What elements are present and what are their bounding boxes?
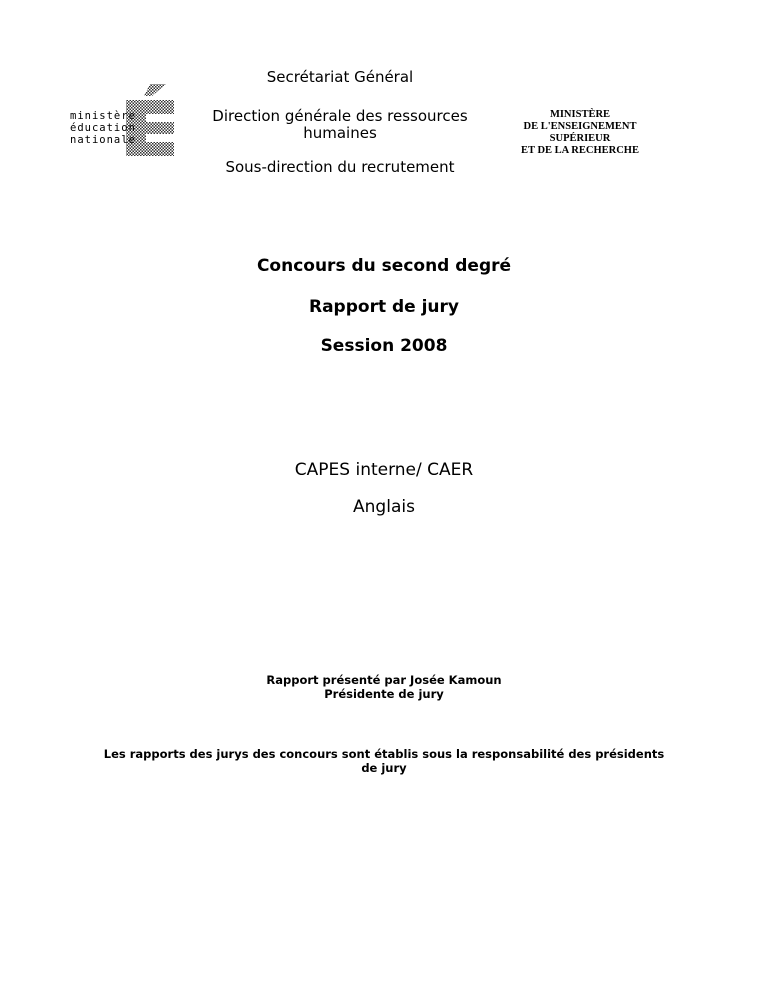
ministere-line: DE L'ENSEIGNEMENT SUPÉRIEUR [523, 121, 637, 144]
responsibility-note [60, 747, 708, 775]
note-line: Les rapports des jurys des concours sont établis sous la responsabilité des présidents [103, 747, 665, 761]
exam-subject: Anglais [353, 497, 415, 517]
report-title: Rapport de jury [308, 297, 460, 317]
session-title: Session 2008 [320, 336, 448, 356]
direction-line: Direction générale des ressources [212, 107, 468, 125]
note-line: de jury [361, 761, 407, 775]
ministere-line: ET DE LA RECHERCHE [521, 145, 639, 156]
logo-word: nationale [70, 134, 136, 146]
logo-wordmark [70, 110, 136, 146]
sous-direction-heading: Sous-direction du recrutement [225, 158, 455, 176]
ministere-heading [500, 109, 660, 157]
logo-word: ministère [70, 110, 136, 122]
document-title: Concours du second degré [256, 256, 512, 276]
presented-by: Rapport présenté par Josée Kamoun [266, 673, 502, 687]
exam-name: CAPES interne/ CAER [294, 460, 474, 480]
secretariat-heading: Secrétariat Général [266, 68, 414, 86]
direction-line: humaines [303, 124, 377, 142]
logo-word: éducation [70, 122, 136, 134]
ministere-line: MINISTÈRE [549, 109, 611, 120]
ministry-logo [70, 80, 180, 160]
direction-heading [190, 108, 490, 142]
presenter-block [0, 673, 768, 701]
presenter-role: Présidente de jury [324, 687, 444, 701]
